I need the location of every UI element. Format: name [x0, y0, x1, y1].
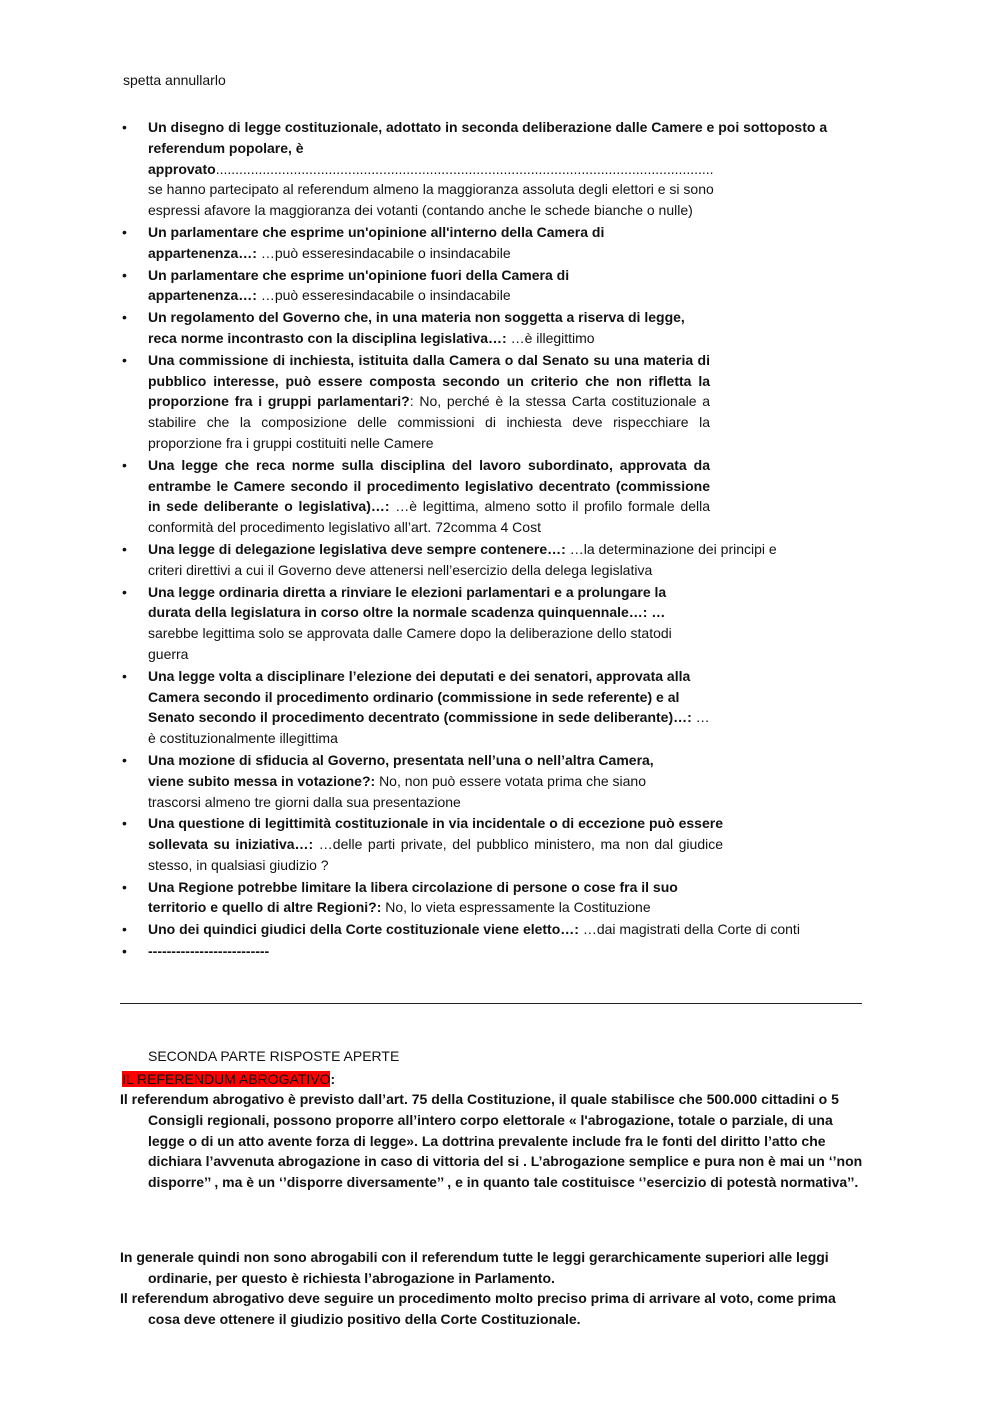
paragraph: Il referendum abrogativo deve seguire un procedimento molto preciso prima di arrivare al voto, come prima cosa deve ottenere il giudizio positivo della Corte Costituzionale. — [120, 1290, 836, 1327]
list-item — [120, 919, 848, 940]
bullet-icon: • — [122, 351, 127, 368]
continued-text: spetta annullarlo — [123, 72, 226, 88]
paragraph: Il referendum abrogativo è previsto dall’art. 75 della Costituzione, il quale stabilisce che 500.000 cittadini o 5 Consigli regionali, possono proporre all’intero corpo elettorale « l'abrogazione, totale o parziale, di una legge o di un atto avente forza di legge». La dottrina prevalente include fra le fonti del diritto l’atto che dichiara l’avvenuta abrogazione in caso di vittoria del si . L’abrogazione semplice e pura non è mai un ‘’non disporre’’ , ma è un ‘’disporre diversamente’’ , e in quanto tale costituisce ‘’esercizio di potestà normativa’’. — [120, 1091, 863, 1191]
bullet-icon: • — [122, 266, 127, 283]
bullet-icon: • — [122, 943, 127, 960]
answer: …la determinazione dei principi e criteri direttivi a cui il Governo deve attenersi nell’esercizio della delega legislativa — [148, 540, 777, 578]
list-item — [120, 307, 710, 349]
list-item — [120, 941, 820, 962]
bullet-icon: • — [122, 921, 127, 938]
bullet-icon: • — [122, 223, 127, 240]
list-item — [120, 750, 688, 812]
answer: …può esseresindacabile o insindacabile — [260, 287, 511, 304]
question: Un parlamentare che esprime un'opinione fuori della Camera di appartenenza…: — [148, 266, 570, 304]
list-item — [120, 222, 710, 264]
bullet-icon: • — [122, 456, 127, 473]
question: Un regolamento del Governo che, in una materia non soggetta a riserva di legge, reca norme incontrasto con la disciplina legislativa…: — [148, 309, 685, 346]
answer: sarebbe legittima solo se approvata dalle Camere dopo la deliberazione dello statodi guerra — [148, 625, 672, 662]
answer: se hanno partecipato al referendum almeno la maggioranza assoluta degli elettori e si sono espressi afavore la maggioranza dei votanti (contando anche le schede bianche o nulle) — [148, 181, 714, 219]
bullet-icon: • — [122, 878, 127, 895]
list-item — [120, 117, 828, 221]
answer: …dai magistrati della Corte di conti — [582, 921, 800, 938]
list-item — [120, 350, 710, 454]
list-item — [120, 582, 710, 665]
question: Un disegno di legge costituzionale, adottato in seconda deliberazione dalle Camere e poi sottoposto a referendum popolare, è approvato — [148, 119, 828, 177]
question: Un parlamentare che esprime un'opinione all'interno della Camera di appartenenza…: — [148, 223, 605, 261]
highlighted-heading: IL REFERENDUM ABROGATIVO — [122, 1071, 331, 1087]
page-title — [122, 1069, 335, 1090]
answer: …è legittima, almeno sotto il profilo formale della conformità del procedimento legislativo all’art. 72comma 4 Cost — [148, 498, 710, 536]
answer: : No, perché è la stessa Carta costituzionale a stabilire che la composizione delle commissioni di inchiesta deve rispecchiare la proporzione fra i gruppi costituiti nelle Camere — [148, 393, 711, 451]
answer: …può esseresindacabile o insindacabile — [260, 244, 511, 261]
list-item — [120, 666, 710, 749]
list-item — [120, 265, 603, 307]
list-item — [120, 813, 723, 875]
dash-line: -------------------------- — [148, 943, 270, 960]
horizontal-divider — [120, 1003, 862, 1004]
list-item — [120, 877, 678, 919]
answer: …è illegittimo — [510, 329, 595, 346]
question: Una legge che reca norme sulla disciplina del lavoro subordinato, approvata da entrambe le Camere secondo il procedimento legislativo decentrato (commissione in sede deliberante o legislativa)…: — [148, 456, 710, 515]
dot-leader: ................................................................................................................................ — [215, 160, 714, 177]
heading-colon: : — [330, 1071, 336, 1087]
question: Una mozione di sfiducia al Governo, presentata nell’una o nell’altra Camera, viene subito messa in votazione?: — [148, 751, 654, 789]
question: Una legge di delegazione legislativa deve sempre contenere…: — [148, 540, 566, 557]
bullet-icon: • — [122, 540, 127, 557]
answer: No, non può essere votata prima che siano trascorsi almeno tre giorni dalla sua presentazione — [148, 772, 646, 810]
answer: …è costituzionalmente illegittima — [148, 709, 710, 747]
question: Una legge ordinaria diretta a rinviare le elezioni parlamentari e a prolungare la durata della legislatura in corso oltre la normale scadenza quinquennale…: … — [148, 583, 667, 621]
question: Una legge volta a disciplinare l’elezione dei deputati e dei senatori, approvata alla Camera secondo il procedimento ordinario (commissione in sede referente) e al Senato secondo il procedimento decentrato (commissione in sede deliberante)…: — [148, 667, 692, 726]
answer: No, lo vieta espressamente la Costituzione — [385, 899, 651, 916]
bullet-icon: • — [122, 583, 127, 600]
question: Una questione di legittimità costituzionale in via incidentale o di eccezione può essere sollevata su iniziativa…: — [148, 815, 723, 853]
bullet-icon: • — [122, 751, 127, 768]
bullet-icon: • — [122, 667, 127, 684]
question: Una commissione di inchiesta, istituita dalla Camera o dal Senato su una materia di pubblico interesse, può essere composta secondo un criterio che non rifletta la proporzione fra i gruppi parlamentari? — [148, 351, 710, 410]
question: Una Regione potrebbe limitare la libera circolazione di persone o cose fra il suo territorio e quello di altre Regioni?: — [148, 878, 678, 916]
list-item — [120, 539, 803, 581]
qa-list — [120, 117, 828, 963]
bullet-icon: • — [122, 309, 127, 326]
list-item — [120, 455, 710, 538]
question: Uno dei quindici giudici della Corte costituzionale viene eletto…: — [148, 921, 579, 938]
section-title: SECONDA PARTE RISPOSTE APERTE — [148, 1048, 400, 1064]
bullet-icon: • — [122, 815, 127, 832]
bullet-icon: • — [122, 119, 127, 135]
paragraph: In generale quindi non sono abrogabili con il referendum tutte le leggi gerarchicamente superiori alle leggi ordinarie, per questo è richiesta l’abrogazione in Parlamento. — [120, 1249, 829, 1286]
answer: …delle parti private, del pubblico ministero, ma non dal giudice stesso, in qualsiasi giudizio ? — [148, 836, 723, 873]
